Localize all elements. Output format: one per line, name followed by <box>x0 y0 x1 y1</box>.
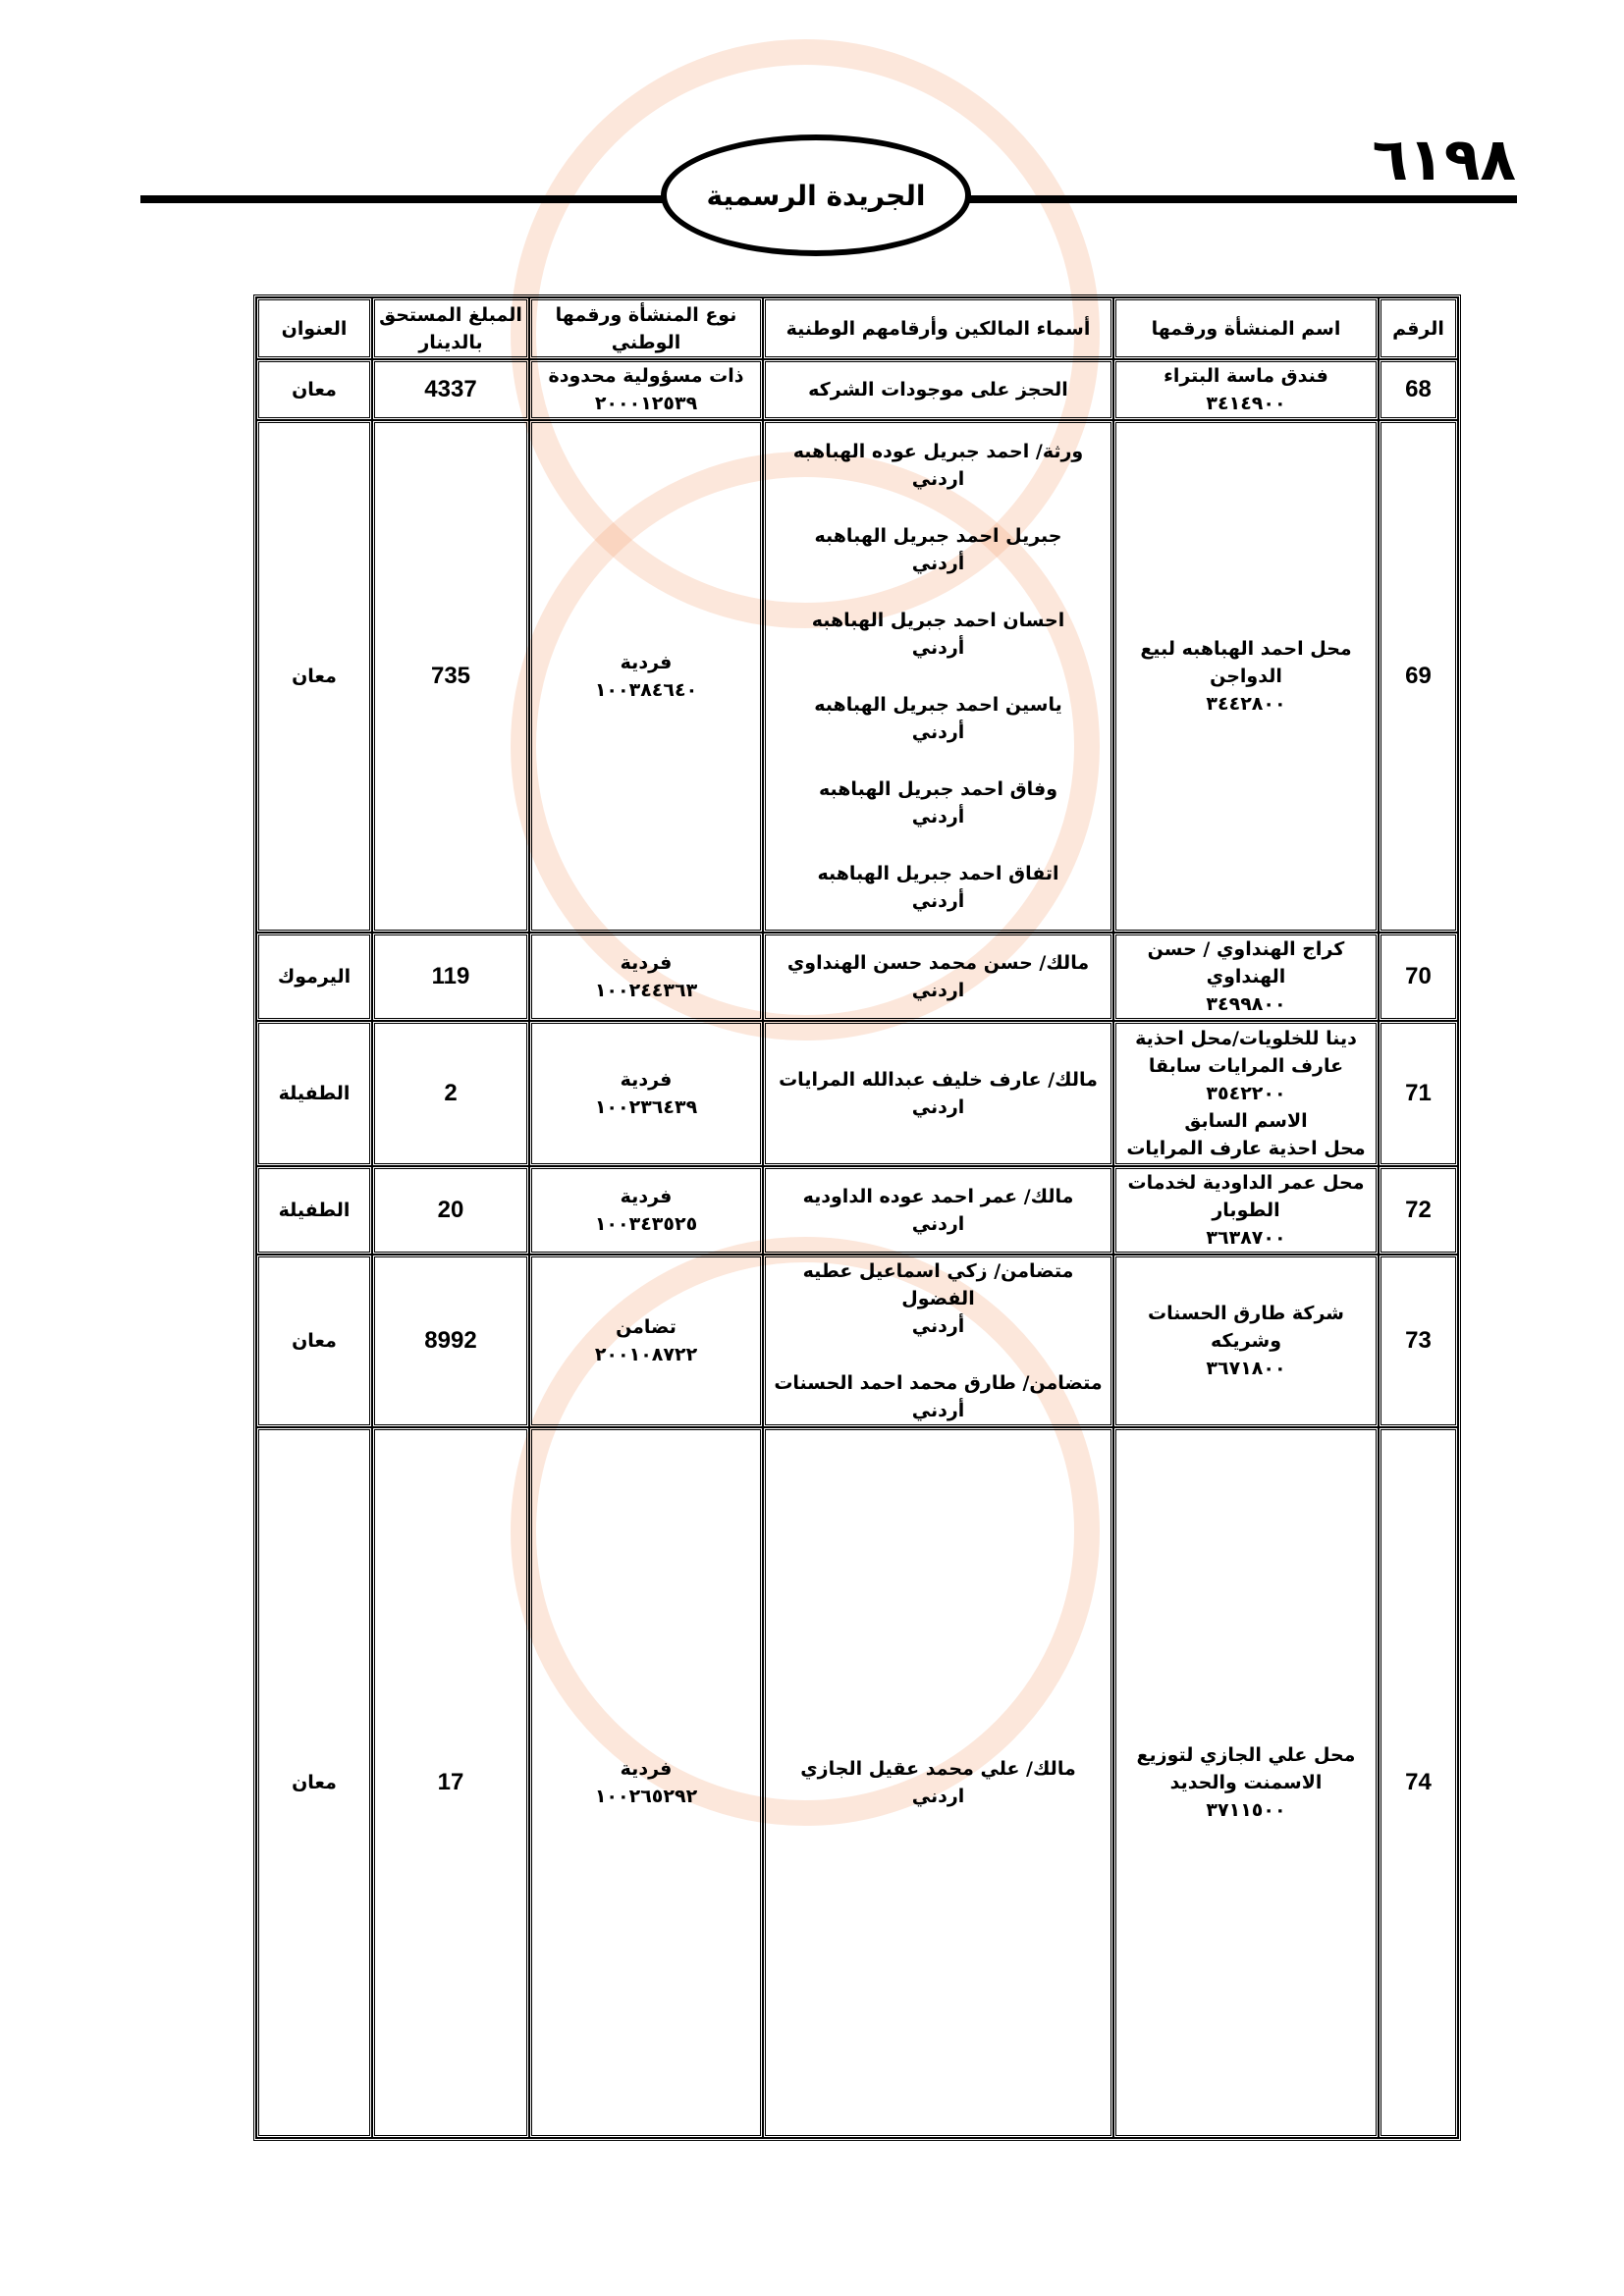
owners <box>763 1255 1113 1427</box>
text-line: جبريل احمد جبريل الهباهبه <box>814 525 1062 547</box>
owners <box>763 420 1113 933</box>
text-line: ٢٠٠١٠٨٧٢٢ <box>594 1344 698 1365</box>
text-line: ١٠٠٣٤٣٥٢٥ <box>594 1213 698 1235</box>
text-line: فردية <box>620 1758 673 1780</box>
establishment-name <box>1113 1255 1379 1427</box>
owner-entry <box>770 438 1107 493</box>
address: الطفيلة <box>256 1166 372 1255</box>
row-number: 74 <box>1379 1427 1458 2138</box>
text-line: تضامن <box>616 1316 677 1338</box>
text-line: مالك/ علي محمد عقيل الجازي <box>800 1758 1076 1780</box>
address: معان <box>256 1255 372 1427</box>
text-line: محل احمد الهباهبه لبيع الدواجن <box>1140 638 1352 687</box>
text-line: أردني <box>911 890 965 912</box>
table-header-row <box>256 297 1458 359</box>
table-row <box>256 1255 1458 1427</box>
text-line: ١٠٠٢٣٦٤٣٩ <box>594 1096 698 1118</box>
establishment-name <box>1113 359 1379 420</box>
text-line: ورثة/ احمد جبريل عوده الهباهبه <box>792 441 1084 462</box>
table-row <box>256 359 1458 420</box>
establishment-type <box>529 933 763 1021</box>
column-header-type: نوع المنشأة ورقمها الوطني <box>529 297 763 359</box>
text-line: أردني <box>911 721 965 743</box>
owner-entry <box>770 1066 1107 1121</box>
text-line: فندق ماسة البتراء <box>1164 365 1328 387</box>
text-line: الاسم السابق <box>1184 1110 1308 1132</box>
text-line: محل احذية عارف المرايات <box>1126 1138 1366 1159</box>
text-line: متضامن/ زكي اسماعيل عطيه الفضول <box>802 1260 1074 1309</box>
column-header-amount: المبلغ المستحق بالدينار <box>372 297 529 359</box>
row-number: 69 <box>1379 420 1458 933</box>
amount-due: 20 <box>372 1166 529 1255</box>
amount-due: 119 <box>372 933 529 1021</box>
text-line: ١٠٠٢٦٥٢٩٢ <box>594 1786 698 1807</box>
column-header-number: الرقم <box>1379 297 1458 359</box>
text-line: أردني <box>911 637 965 659</box>
text-line: دينا للخلويات/محل احذية عارف المرايات سابقا <box>1135 1028 1357 1077</box>
text-line: ٣٦٣٨٧٠٠ <box>1206 1227 1286 1249</box>
address: معان <box>256 359 372 420</box>
page-number: ٦١٩٨ <box>1372 126 1516 194</box>
address: اليرموك <box>256 933 372 1021</box>
establishment-type <box>529 1255 763 1427</box>
owner-entry <box>770 1755 1107 1810</box>
text-line: أردني <box>911 1400 965 1421</box>
column-header-owners: أسماء المالكين وأرقامهم الوطنية <box>763 297 1113 359</box>
establishment-type <box>529 359 763 420</box>
text-line: أردني <box>911 806 965 828</box>
owners <box>763 1427 1113 2138</box>
owners <box>763 359 1113 420</box>
text-line: فردية <box>620 1186 673 1207</box>
row-number: 72 <box>1379 1166 1458 1255</box>
text-line: فردية <box>620 652 673 673</box>
text-line: محل علي الجازي لتوزيع الاسمنت والحديد <box>1136 1744 1356 1793</box>
text-line: مالك/ عارف خليف عبدالله المرايات <box>779 1069 1098 1091</box>
text-line: كراج الهنداوي / حسن الهنداوي <box>1147 938 1345 988</box>
text-line: ٣٦٧١٨٠٠ <box>1206 1358 1286 1379</box>
amount-due: 8992 <box>372 1255 529 1427</box>
table-row <box>256 420 1458 933</box>
text-line: وفاق احمد جبريل الهباهبه <box>818 778 1058 800</box>
address: معان <box>256 1427 372 2138</box>
establishment-name <box>1113 1427 1379 2138</box>
owner-entry <box>770 691 1107 746</box>
owner-entry <box>770 949 1107 1004</box>
owner-entry <box>770 522 1107 577</box>
text-line: الحجز على موجودات الشركه <box>808 379 1068 400</box>
text-line: اردني <box>911 1213 965 1235</box>
amount-due: 2 <box>372 1021 529 1166</box>
text-line: اردني <box>911 980 965 1001</box>
establishment-type <box>529 420 763 933</box>
address: الطفيلة <box>256 1021 372 1166</box>
table-row <box>256 1427 1458 2138</box>
owner-entry <box>770 775 1107 830</box>
owner-entry <box>770 607 1107 662</box>
address: معان <box>256 420 372 933</box>
establishment-name <box>1113 1166 1379 1255</box>
gazette-title-oval <box>661 134 971 256</box>
text-line: اردني <box>911 468 965 490</box>
text-line: محل عمر الداودية لخدمات الطوبار <box>1127 1172 1365 1221</box>
text-line: ياسين احمد جبريل الهباهبه <box>814 694 1062 716</box>
row-number: 68 <box>1379 359 1458 420</box>
establishment-name <box>1113 1021 1379 1166</box>
text-line: أردني <box>911 553 965 574</box>
text-line: أردني <box>911 1315 965 1337</box>
text-line: فردية <box>620 952 673 974</box>
text-line: ٢٠٠٠١٢٥٣٩ <box>594 393 698 414</box>
text-line: ٣٤٤٢٨٠٠ <box>1206 693 1286 715</box>
amount-due: 4337 <box>372 359 529 420</box>
text-line: شركة طارق الحسنات وشريكه <box>1148 1303 1344 1352</box>
text-line: ٣٥٤٢٢٠٠ <box>1206 1083 1286 1104</box>
text-line: ٣٧١١٥٠٠ <box>1206 1799 1286 1821</box>
text-line: احسان احمد جبريل الهباهبه <box>811 610 1065 631</box>
text-line: ٣٤٩٩٨٠٠ <box>1206 993 1286 1015</box>
column-header-name: اسم المنشأة ورقمها <box>1113 297 1379 359</box>
owners <box>763 1166 1113 1255</box>
establishment-name <box>1113 420 1379 933</box>
owners <box>763 1021 1113 1166</box>
text-line: مالك/ عمر احمد عوده الداوديه <box>802 1186 1074 1207</box>
owner-entry <box>770 860 1107 915</box>
table-row <box>256 1166 1458 1255</box>
owner-entry <box>770 1369 1107 1424</box>
text-line: ذات مسؤولية محدودة <box>548 365 744 387</box>
text-line: اردني <box>911 1096 965 1118</box>
establishment-type <box>529 1427 763 2138</box>
establishment-type <box>529 1021 763 1166</box>
row-number: 71 <box>1379 1021 1458 1166</box>
text-line: مالك/ حسن محمد حسن الهنداوي <box>786 952 1090 974</box>
text-line: فردية <box>620 1069 673 1091</box>
text-line: متضامن/ طارق محمد احمد الحسنات <box>774 1372 1103 1394</box>
owners <box>763 933 1113 1021</box>
amount-due: 17 <box>372 1427 529 2138</box>
text-line: ١٠٠٢٤٤٣٦٣ <box>594 980 698 1001</box>
establishment-type <box>529 1166 763 1255</box>
owner-entry <box>770 1257 1107 1340</box>
gazette-title: الجريدة الرسمية <box>706 179 926 212</box>
owner-entry <box>770 1183 1107 1238</box>
row-number: 73 <box>1379 1255 1458 1427</box>
establishment-name <box>1113 933 1379 1021</box>
table-row <box>256 933 1458 1021</box>
text-line: اتفاق احمد جبريل الهباهبه <box>817 863 1059 884</box>
text-line: ٣٤١٤٩٠٠ <box>1206 393 1286 414</box>
establishments-table <box>253 294 1461 2141</box>
text-line: ١٠٠٣٨٤٦٤٠ <box>594 679 698 701</box>
text-line: اردني <box>911 1786 965 1807</box>
amount-due: 735 <box>372 420 529 933</box>
table-row <box>256 1021 1458 1166</box>
row-number: 70 <box>1379 933 1458 1021</box>
column-header-address: العنوان <box>256 297 372 359</box>
